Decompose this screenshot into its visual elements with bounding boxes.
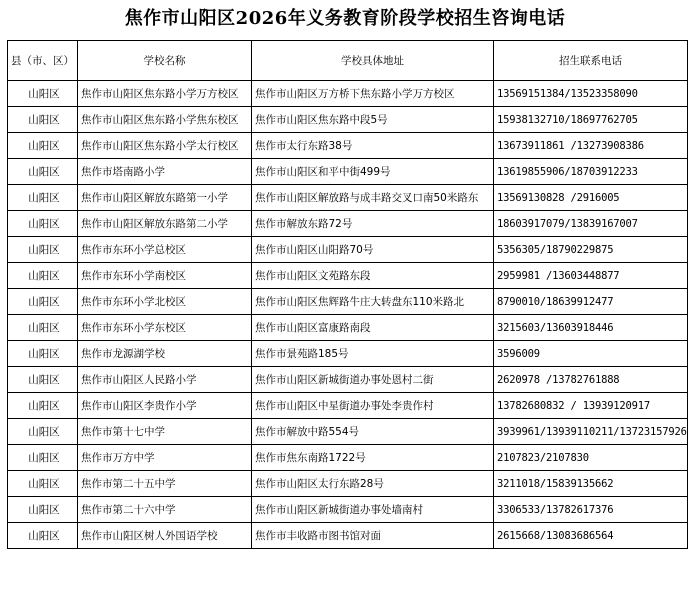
cell-school-name: 焦作市龙源湖学校 — [78, 341, 252, 367]
cell-phone: 5356305/18790229875 — [494, 237, 688, 263]
cell-address: 焦作市焦东南路1722号 — [252, 445, 494, 471]
cell-school-name: 焦作市东环小学东校区 — [78, 315, 252, 341]
cell-school-name: 焦作市东环小学北校区 — [78, 289, 252, 315]
cell-address: 焦作市山阳区山阳路70号 — [252, 237, 494, 263]
table-row — [8, 367, 688, 393]
table-row — [8, 263, 688, 289]
cell-phone: 2615668/13083686564 — [494, 523, 688, 549]
column-header-county: 县（市、区） — [8, 41, 78, 81]
table-row — [8, 523, 688, 549]
cell-phone: 2959981 /13603448877 — [494, 263, 688, 289]
cell-county: 山阳区 — [8, 133, 78, 159]
cell-phone: 2107823/2107830 — [494, 445, 688, 471]
cell-county: 山阳区 — [8, 341, 78, 367]
cell-school-name: 焦作市万方中学 — [78, 445, 252, 471]
cell-school-name: 焦作市山阳区解放东路第一小学 — [78, 185, 252, 211]
cell-county: 山阳区 — [8, 367, 78, 393]
cell-county: 山阳区 — [8, 289, 78, 315]
table-row — [8, 159, 688, 185]
table-row — [8, 497, 688, 523]
cell-county: 山阳区 — [8, 471, 78, 497]
cell-county: 山阳区 — [8, 237, 78, 263]
table-row — [8, 211, 688, 237]
cell-address: 焦作市太行东路38号 — [252, 133, 494, 159]
cell-address: 焦作市山阳区和平中街499号 — [252, 159, 494, 185]
cell-address: 焦作市山阳区万方桥下焦东路小学万方校区 — [252, 81, 494, 107]
cell-county: 山阳区 — [8, 445, 78, 471]
cell-phone: 13569151384/13523358090 — [494, 81, 688, 107]
cell-school-name: 焦作市山阳区焦东路小学万方校区 — [78, 81, 252, 107]
cell-county: 山阳区 — [8, 107, 78, 133]
cell-address: 焦作市山阳区太行东路28号 — [252, 471, 494, 497]
cell-county: 山阳区 — [8, 419, 78, 445]
cell-address: 焦作市丰收路市图书馆对面 — [252, 523, 494, 549]
table-row — [8, 185, 688, 211]
cell-phone: 3596009 — [494, 341, 688, 367]
cell-address: 焦作市山阳区解放路与成丰路交叉口南50米路东 — [252, 185, 494, 211]
cell-phone: 13569130828 /2916005 — [494, 185, 688, 211]
table-row — [8, 133, 688, 159]
cell-school-name: 焦作市山阳区李贵作小学 — [78, 393, 252, 419]
cell-school-name: 焦作市山阳区人民路小学 — [78, 367, 252, 393]
cell-phone: 3211018/15839135662 — [494, 471, 688, 497]
cell-county: 山阳区 — [8, 497, 78, 523]
column-header-address: 学校具体地址 — [252, 41, 494, 81]
cell-school-name: 焦作市山阳区焦东路小学太行校区 — [78, 133, 252, 159]
cell-county: 山阳区 — [8, 159, 78, 185]
cell-address: 焦作市山阳区富康路南段 — [252, 315, 494, 341]
table-row — [8, 445, 688, 471]
cell-phone: 8790010/18639912477 — [494, 289, 688, 315]
cell-school-name: 焦作市山阳区解放东路第二小学 — [78, 211, 252, 237]
cell-county: 山阳区 — [8, 523, 78, 549]
table-row — [8, 315, 688, 341]
cell-address: 焦作市山阳区文苑路东段 — [252, 263, 494, 289]
cell-school-name: 焦作市第十七中学 — [78, 419, 252, 445]
cell-school-name: 焦作市山阳区树人外国语学校 — [78, 523, 252, 549]
cell-address: 焦作市山阳区中星街道办事处李贵作村 — [252, 393, 494, 419]
cell-school-name: 焦作市塔南路小学 — [78, 159, 252, 185]
school-table — [7, 40, 688, 549]
cell-address: 焦作市解放中路554号 — [252, 419, 494, 445]
table-row — [8, 419, 688, 445]
table-row — [8, 341, 688, 367]
cell-school-name: 焦作市东环小学南校区 — [78, 263, 252, 289]
cell-address: 焦作市山阳区焦辉路牛庄大转盘东110米路北 — [252, 289, 494, 315]
cell-school-name: 焦作市第二十五中学 — [78, 471, 252, 497]
table-body — [8, 81, 688, 549]
cell-county: 山阳区 — [8, 315, 78, 341]
table-row — [8, 237, 688, 263]
cell-school-name: 焦作市山阳区焦东路小学焦东校区 — [78, 107, 252, 133]
table-row — [8, 107, 688, 133]
table-row — [8, 393, 688, 419]
cell-phone: 2620978 /13782761888 — [494, 367, 688, 393]
header-row — [8, 41, 688, 81]
table-row — [8, 471, 688, 497]
cell-phone: 13782680832 / 13939120917 — [494, 393, 688, 419]
cell-county: 山阳区 — [8, 263, 78, 289]
page-title: 焦作市山阳区2026年义务教育阶段学校招生咨询电话 — [124, 8, 566, 29]
cell-phone: 3939961/13939110211/13723157926 — [494, 419, 688, 445]
cell-address: 焦作市解放东路72号 — [252, 211, 494, 237]
cell-phone: 13619855906/18703912233 — [494, 159, 688, 185]
cell-address: 焦作市山阳区焦东路中段5号 — [252, 107, 494, 133]
table-row — [8, 81, 688, 107]
column-header-phone: 招生联系电话 — [494, 41, 688, 81]
cell-county: 山阳区 — [8, 185, 78, 211]
cell-address: 焦作市景苑路185号 — [252, 341, 494, 367]
cell-phone: 13673911861 /13273908386 — [494, 133, 688, 159]
cell-phone: 3306533/13782617376 — [494, 497, 688, 523]
cell-phone: 15938132710/18697762705 — [494, 107, 688, 133]
column-header-school: 学校名称 — [78, 41, 252, 81]
cell-phone: 18603917079/13839167007 — [494, 211, 688, 237]
cell-school-name: 焦作市第二十六中学 — [78, 497, 252, 523]
table-row — [8, 289, 688, 315]
cell-phone: 3215603/13603918446 — [494, 315, 688, 341]
cell-county: 山阳区 — [8, 393, 78, 419]
cell-address: 焦作市山阳区新城街道办事处墙南村 — [252, 497, 494, 523]
cell-county: 山阳区 — [8, 211, 78, 237]
cell-county: 山阳区 — [8, 81, 78, 107]
cell-school-name: 焦作市东环小学总校区 — [78, 237, 252, 263]
cell-address: 焦作市山阳区新城街道办事处恩村二街 — [252, 367, 494, 393]
